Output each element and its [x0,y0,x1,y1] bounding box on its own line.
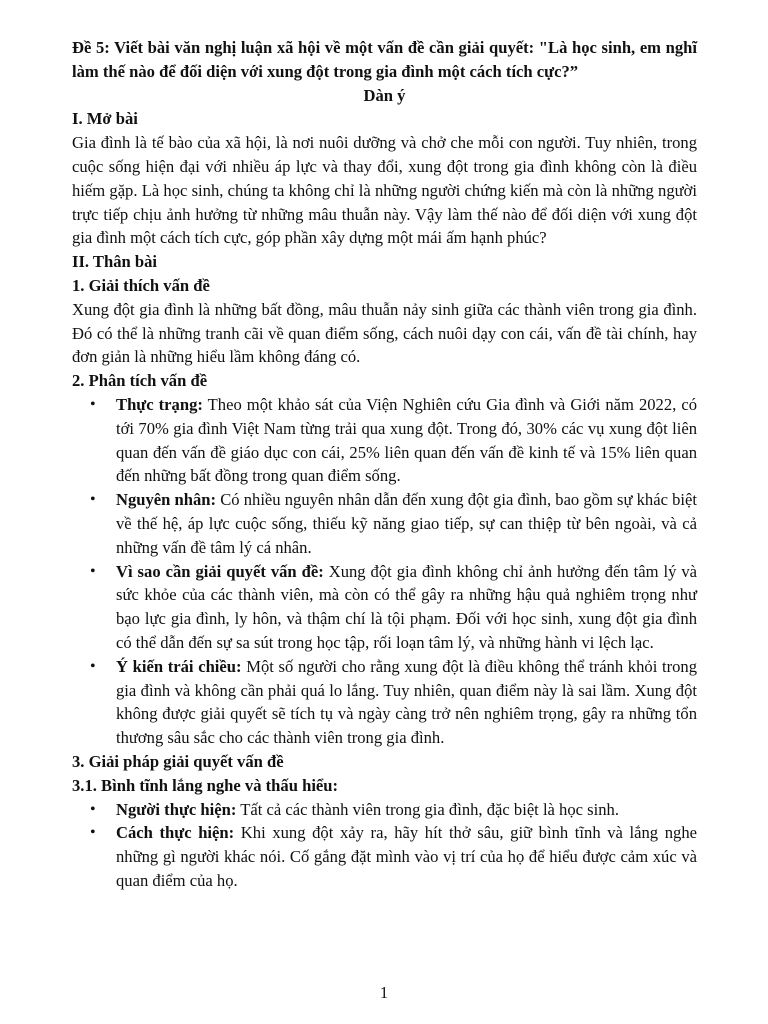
list-item-label: Cách thực hiện: [116,823,235,843]
list-item-label: Nguyên nhân: [116,490,217,510]
list-item-text: Có nhiều nguyên nhân dẫn đến xung đột gia đình, bao gồm sự khác biệt về thế hệ, áp lực cuộc sống, thiếu kỹ năng giao tiếp, sự can thiệp từ bên ngoài, và cả những vấn đề tâm lý cá nhân. [116,490,697,557]
list-item-label: Người thực hiện: [116,799,237,819]
list-item-label: Vì sao cần giải quyết vấn đề: [116,561,324,581]
list-item [72,560,697,655]
list-item-text: Khi xung đột xảy ra, hãy hít thở sâu, giữ bình tĩnh và lắng nghe những gì người khác nói. Cố gắng đặt mình vào vị trí của họ để hiểu được cảm xúc và quan điểm của họ. [116,823,697,890]
section-1-heading: 1. Giải thích vấn đề [72,275,210,295]
list-item-label: Thực trạng: [116,394,203,414]
section-3-1-heading: 3.1. Bình tĩnh lắng nghe và thấu hiểu: [72,775,339,795]
list-item-text: Một số người cho rằng xung đột là điều không thể tránh khỏi trong gia đình và không cần phải quá lo lắng. Tuy nhiên, quan điểm này là sai lầm. Xung đột không được giải quyết sẽ tích tụ và ngày càng trở nên nghiêm trọng, gây ra những tổn thương sâu sắc cho các thành viên trong gia đình. [116,656,698,748]
list-item [72,393,697,488]
intro-paragraph: Gia đình là tế bào của xã hội, là nơi nuôi dưỡng và chở che mỗi con người. Tuy nhiên, trong cuộc sống hiện đại với nhiều áp lực và thay đổi, xung đột trong gia đình không còn là điều hiếm gặp. Là học sinh, chúng ta không chỉ là những người chứng kiến mà còn là những người trực tiếp chịu ảnh hưởng từ những mâu thuẫn này. Vậy làm thế nào để đối diện với xung đột gia đình một cách tích cực, góp phần xây dựng một mái ấm hạnh phúc? [72,133,697,248]
outline-subtitle: Dàn ý [363,85,406,105]
page-number: 1 [379,983,389,1002]
list-item [72,655,697,750]
list-item-text: Theo một khảo sát của Viện Nghiên cứu Gia đình và Giới năm 2022, có tới 70% gia đình Việt Nam từng trải qua xung đột. Trong đó, 30% các vụ xung đột liên quan đến vấn đề giáo dục con cái, 25% liên quan đến vấn đề kinh tế và 15% liên quan đến những bất đồng trong quan điểm sống. [116,394,697,486]
list-item [72,821,697,892]
analysis-list [72,393,697,750]
document-page [72,36,697,893]
body-heading: II. Thân bài [72,252,158,272]
list-item-label: Ý kiến trái chiều: [116,656,242,676]
intro-heading: I. Mở bài [72,109,138,129]
section-2-heading: 2. Phân tích vấn đề [72,371,208,391]
list-item [72,798,697,822]
section-3-heading: 3. Giải pháp giải quyết vấn đề [72,751,284,771]
assignment-title: Đề 5: Viết bài văn nghị luận xã hội về một vấn đề cần giải quyết: "Là học sinh, em nghĩ làm thế nào để đối diện với xung đột trong gia đình một cách tích cực?” [72,38,697,81]
solution-list [72,798,697,893]
list-item [72,488,697,559]
list-item-text: Xung đột gia đình không chỉ ảnh hưởng đến tâm lý và sức khỏe của các thành viên, mà còn có thể gây ra những hậu quả nghiêm trọng như bạo lực gia đình, ly hôn, và thậm chí là tội phạm. Đối với học sinh, xung đột gia đình có thể dẫn đến sự sa sút trong học tập, rối loạn tâm lý, và những hành vi lệch lạc. [116,561,698,652]
list-item-text: Tất cả các thành viên trong gia đình, đặc biệt là học sinh. [236,799,619,819]
section-1-paragraph: Xung đột gia đình là những bất đồng, mâu thuẫn nảy sinh giữa các thành viên trong gia đình. Đó có thể là những tranh cãi về quan điểm sống, cách nuôi dạy con cái, vấn đề tài chính, hay đơn giản là những hiểu lầm không đáng có. [72,299,697,367]
